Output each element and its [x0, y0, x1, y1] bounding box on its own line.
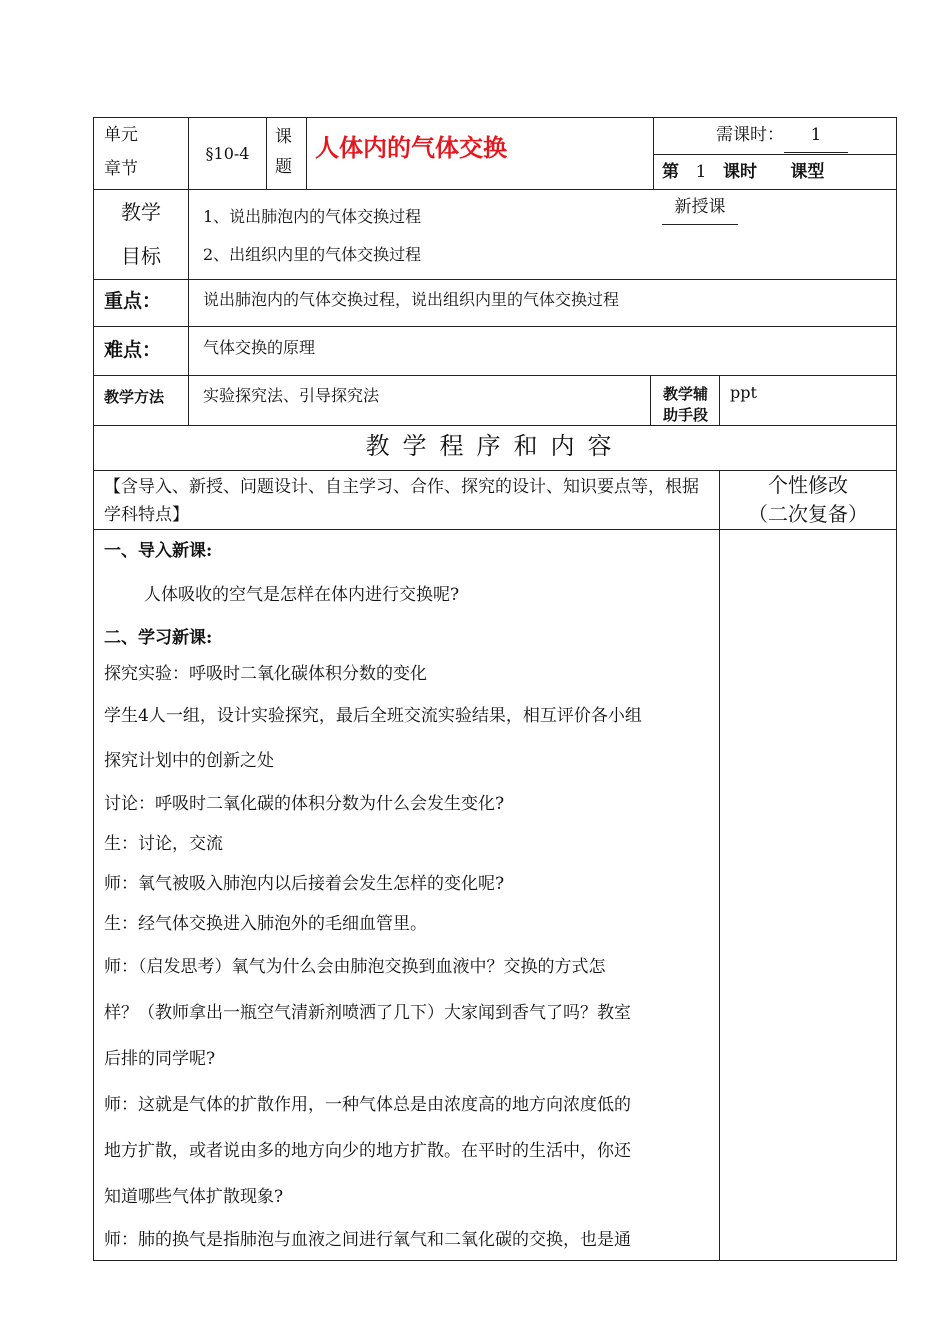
personal-revision-header: 个性修改 （二次复备）	[720, 471, 897, 530]
teaching-aids-text: ppt	[720, 376, 897, 426]
procedure-content-row	[94, 530, 897, 1261]
difficulties-row	[94, 327, 897, 376]
lesson-meta	[654, 118, 897, 217]
content-line: 知道哪些气体扩散现象?	[104, 1187, 284, 1207]
procedure-content	[94, 530, 720, 1261]
content-line: 生：讨论，交流	[104, 834, 223, 854]
section-number: §10-4	[189, 118, 267, 190]
section-heading: 一、导入新课:	[104, 541, 213, 561]
procedure-title-row	[94, 426, 897, 471]
key-points-label: 重点：	[94, 280, 189, 327]
required-hours-value: 1	[784, 118, 848, 153]
lesson-title: 人体内的气体交换	[307, 118, 654, 190]
procedure-hint-row	[94, 471, 897, 530]
key-points-row	[94, 280, 897, 327]
content-line: 探究计划中的创新之处	[104, 751, 274, 771]
lesson-type-value: 新授课	[662, 190, 738, 225]
content-line: 地方扩散，或者说由多的地方向少的地方扩散。在平时的生活中，你还	[104, 1141, 631, 1161]
methods-label: 教学方法	[94, 376, 189, 426]
methods-row	[94, 376, 897, 426]
teaching-aids-label: 教学辅助手段	[651, 376, 720, 426]
unit-label: 单元 章节	[94, 118, 189, 190]
objective-item: 1、说出肺泡内的气体交换过程	[203, 207, 422, 226]
content-line: 探究实验：呼吸时二氧化碳体积分数的变化	[104, 664, 427, 684]
difficulties-text: 气体交换的原理	[189, 327, 897, 376]
lesson-plan-table	[93, 117, 897, 1261]
lesson-number-value: 1	[679, 155, 723, 190]
required-hours: 需课时： 1	[654, 118, 896, 155]
key-points-text: 说出肺泡内的气体交换过程，说出组织内里的气体交换过程	[189, 280, 897, 327]
content-line: 师：这就是气体的扩散作用，一种气体总是由浓度高的地方向浓度低的	[104, 1095, 631, 1115]
content-line: 后排的同学呢?	[104, 1049, 216, 1069]
content-line: 样？（教师拿出一瓶空气清新剂喷洒了几下）大家闻到香气了吗？教室	[104, 1003, 631, 1023]
content-line: 学生4人一组，设计实验探究，最后全班交流实验结果，相互评价各小组	[104, 706, 642, 726]
content-line: 师：氧气被吸入肺泡内以后接着会发生怎样的变化呢?	[104, 874, 505, 894]
procedure-title: 教学程序和内容	[94, 426, 897, 471]
section-heading: 二、学习新课:	[104, 628, 213, 648]
methods-text: 实验探究法、引导探究法	[189, 376, 651, 426]
objectives-list	[189, 190, 897, 280]
personal-revision-area[interactable]	[720, 530, 897, 1261]
objectives-row	[94, 190, 897, 280]
difficulties-label: 难点：	[94, 327, 189, 376]
lesson-number-and-type: 第 1 课时 课型新授课	[654, 155, 896, 189]
procedure-hint: 【含导入、新授、问题设计、自主学习、合作、探究的设计、知识要点等，根据学科特点】	[94, 471, 720, 530]
header-row	[94, 118, 897, 190]
topic-label: 课 题	[267, 118, 307, 190]
objective-item: 2、出组织内里的气体交换过程	[203, 245, 422, 264]
content-line: 师：肺的换气是指肺泡与血液之间进行氧气和二氧化碳的交换，也是通	[104, 1230, 631, 1250]
objectives-label: 教学 目标	[94, 190, 189, 280]
content-line: 人体吸收的空气是怎样在体内进行交换呢?	[144, 585, 460, 605]
content-line: 讨论：呼吸时二氧化碳的体积分数为什么会发生变化?	[104, 794, 505, 814]
content-line: 生：经气体交换进入肺泡外的毛细血管里。	[104, 914, 427, 934]
content-line: 师：（启发思考）氧气为什么会由肺泡交换到血液中？交换的方式怎	[104, 957, 606, 977]
